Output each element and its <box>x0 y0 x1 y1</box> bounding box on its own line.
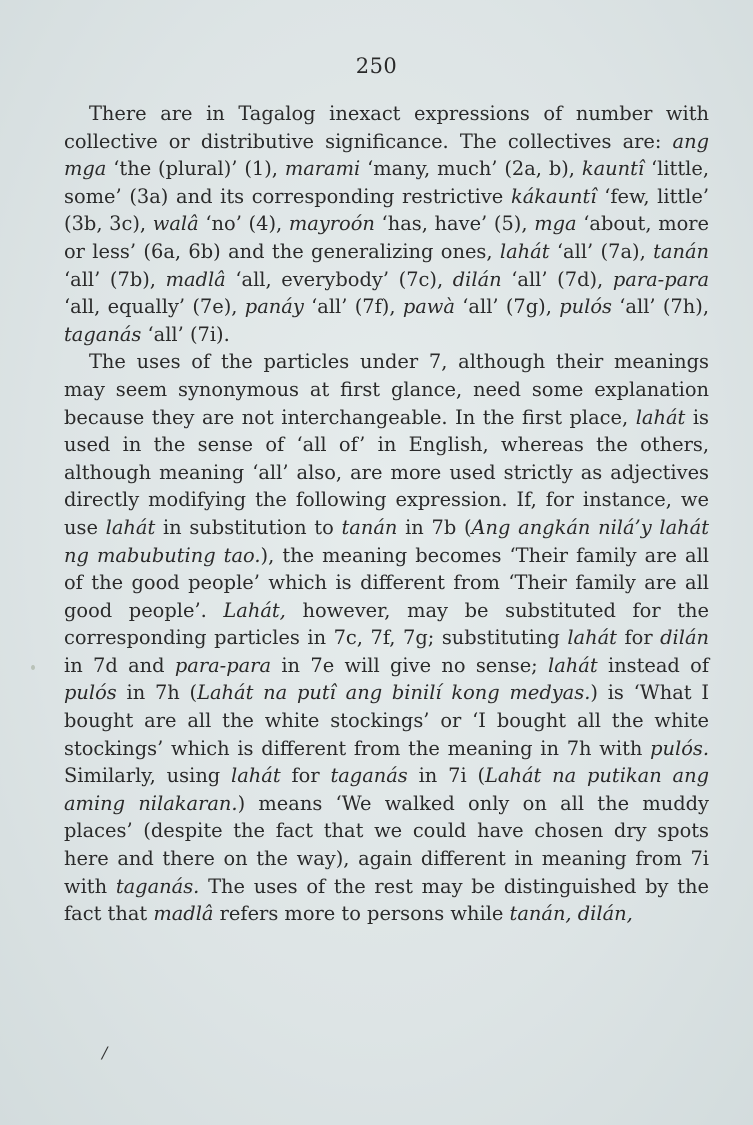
body-text <box>64 100 709 928</box>
page-number: 250 <box>355 54 398 78</box>
paragraph-2: The uses of the particles under 7, although their meanings may seem synonymous at first glance, need some explanation because they are not interchangeable. In the first place, lahát is used in the sense of ‘all of’ in English, whereas the others, although meaning ‘all’ also, are more used strictly as adjectives directly modifying the following expression. If, for instance, we use lahát in substitution to tanán in 7b (Ang angkán nilá’y lahát ng mabubuting tao.), the meaning becomes ‘Their family are all of the good people’ which is different from ‘Their family are all good people’. Lahát, however, may be substituted for the corresponding particles in 7c, 7f, 7g; substituting lahát for dilán in 7d and para-para in 7e will give no sense; lahát instead of pulós in 7h (Lahát na putî ang binilí kong medyas.) is ‘What I bought are all the white stockings’ or ‘I bought all the white stockings’ which is different from the meaning in 7h with pulós. Similarly, using lahát for taganás in 7i (Lahát na putikan ang aming nilakaran.) means ‘We walked only on all the muddy places’ (despite the fact that we could have chosen dry spots here and there on the way), again different in meaning from 7i with taganás. The uses of the rest may be distinguished by the fact that madlâ refers more to persons while tanán, dilán, <box>64 350 710 926</box>
pencil-mark: / <box>102 1043 108 1062</box>
paragraph-1: There are in Tagalog inexact expressions of number with collective or distributive significance. The collectives are: ang mga ‘the (plural)’ (1), marami ‘many, much’ (2a, b), kauntî ‘little, some’ (3a) and its corresponding restrictive kákauntî ‘few, little’ (3b, 3c), walâ ‘no’ (4), mayroón ‘has, have’ (5), mga ‘about, more or less’ (6a, 6b) and the generalizing ones, lahát ‘all’ (7a), tanán ‘all’ (7b), madlâ ‘all, everybody’ (7c), dilán ‘all’ (7d), para-para ‘all, equally’ (7e), panáy ‘all’ (7f), pawà ‘all’ (7g), pulós ‘all’ (7h), taganás ‘all’ (7i). <box>64 102 710 346</box>
paper-speck <box>31 665 35 670</box>
